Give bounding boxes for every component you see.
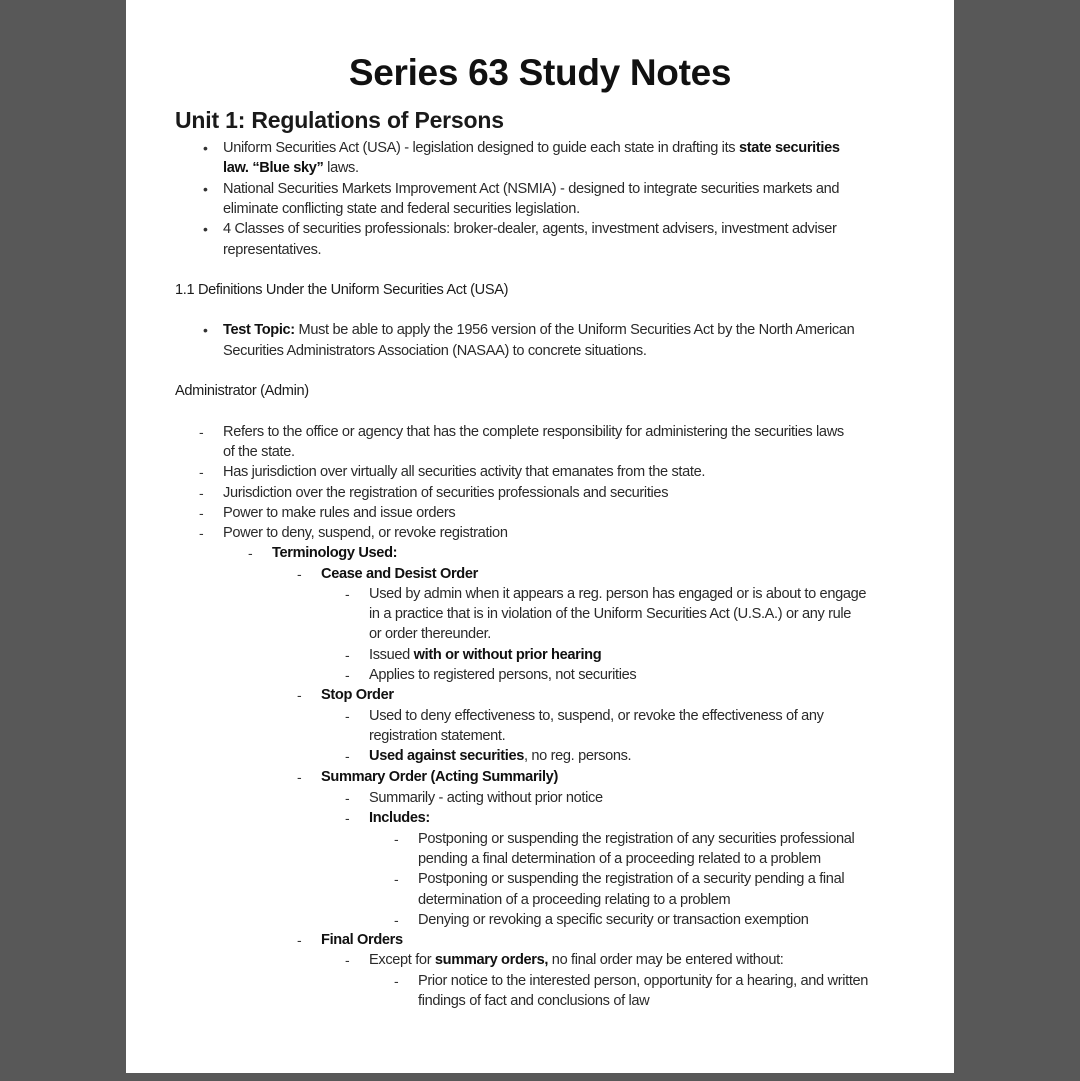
text: Must be able to apply the 1956 version of the Uniform Securities Act by the North American [294,322,855,338]
list-item-line [223,484,668,502]
bold-text: summary orders, [434,952,549,968]
bold-text: Cease and Desist Order [321,566,478,582]
text: , no reg. persons. [523,748,632,764]
list-item-line [369,646,601,664]
text: National Securities Markets Improvement Act (NSMIA) - designed to integrate securities markets and [223,181,840,197]
bold-text: Test Topic: [223,322,295,338]
list-item-line [369,707,824,725]
dash-marker: - [345,667,350,683]
bold-text: Summary Order (Acting Summarily) [321,769,558,785]
list-item-line [223,241,321,259]
bold-text: Used against securities [369,748,524,764]
text: Uniform Securities Act (USA) - legislation designed to guide each state in drafting its [223,140,739,156]
section-heading [175,382,309,400]
text: Power to deny, suspend, or revoke registration [223,525,508,541]
list-item-line [223,524,508,542]
dash-marker: - [345,586,350,602]
dash-marker: - [297,932,302,948]
bullet-icon: • [203,140,208,156]
dash-marker: - [199,505,204,521]
text: Applies to registered persons, not securities [369,667,637,683]
bullet-icon: • [203,181,208,197]
document-page [126,0,954,1073]
list-item-line [321,565,478,583]
list-item-line [418,972,868,990]
list-item-line [272,544,397,562]
dash-marker: - [345,952,350,968]
text: Postponing or suspending the registration of any securities professional [418,831,855,847]
list-item-line [369,809,430,827]
list-item-line [321,768,558,786]
dash-marker: - [345,748,350,764]
section-heading [175,281,508,299]
dash-marker: - [297,769,302,785]
list-item-line [223,423,844,441]
text: 1.1 Definitions Under the Uniform Securities Act (USA) [175,282,509,298]
text: Issued [369,647,414,663]
text: pending a final determination of a proceeding related to a problem [418,851,821,867]
dash-marker: - [248,545,253,561]
list-item-line [369,727,505,745]
dash-marker: - [199,464,204,480]
list-item-line [223,504,455,522]
text: Administrator (Admin) [175,383,309,399]
list-item-line [369,605,851,623]
text: findings of fact and conclusions of law [418,993,650,1009]
dash-marker: - [394,912,399,928]
list-item-line [418,992,649,1010]
bold-text: Terminology Used: [272,545,398,561]
bold-text: Stop Order [321,687,394,703]
bullet-icon: • [203,221,208,237]
dash-marker: - [199,485,204,501]
list-item-line [223,220,837,238]
text: Power to make rules and issue orders [223,505,456,521]
text: in a practice that is in violation of the Uniform Securities Act (U.S.A.) or any rule [369,606,852,622]
text: Securities Administrators Association (NASAA) to concrete situations. [223,343,647,359]
dash-marker: - [394,973,399,989]
list-item-line [369,585,866,603]
text: 4 Classes of securities professionals: broker-dealer, agents, investment advisers, investment adviser [223,221,837,237]
document-title: Series 63 Study Notes [348,52,732,93]
dash-marker: - [297,687,302,703]
bold-text: with or without prior hearing [413,647,602,663]
text: Jurisdiction over the registration of securities professionals and securities [223,485,669,501]
dash-marker: - [345,708,350,724]
list-item-line [369,789,603,807]
dash-marker: - [394,831,399,847]
list-item-line [223,180,839,198]
dash-marker: - [394,871,399,887]
dash-marker: - [345,810,350,826]
dash-marker: - [199,525,204,541]
list-item-line [223,342,647,360]
list-item-line [369,666,636,684]
list-item-line [369,951,784,969]
list-item-line [321,686,394,704]
text: Used by admin when it appears a reg. person has engaged or is about to engage [369,586,867,602]
text: representatives. [223,242,322,258]
text: registration statement. [369,728,506,744]
bullet-icon: • [203,322,208,338]
text: Summarily - acting without prior notice [369,790,603,806]
text: determination of a proceeding relating to a problem [418,892,731,908]
dash-marker: - [199,424,204,440]
list-item-line [418,850,821,868]
list-item-line [418,911,808,929]
list-item-line [369,625,491,643]
text: Denying or revoking a specific security or transaction exemption [418,912,809,928]
unit-heading: Unit 1: Regulations of Persons [175,107,504,133]
text: Prior notice to the interested person, opportunity for a hearing, and written [418,973,869,989]
list-item-line [321,931,403,949]
list-item-line [223,139,840,157]
text: Except for [369,952,435,968]
bold-text: state securities [738,140,840,156]
text: Has jurisdiction over virtually all securities activity that emanates from the state. [223,464,706,480]
dash-marker: - [297,566,302,582]
list-item-line [418,830,854,848]
bold-text: Includes: [369,810,430,826]
text: Postponing or suspending the registration of a security pending a final [418,871,845,887]
dash-marker: - [345,790,350,806]
list-item-line [223,321,854,339]
list-item-line [418,870,844,888]
text: eliminate conflicting state and federal securities legislation. [223,201,580,217]
list-item-line [223,463,705,481]
text: or order thereunder. [369,626,491,642]
bold-text: Final Orders [321,932,403,948]
bold-text: law. “Blue sky” [223,160,324,176]
text: laws. [323,160,359,176]
list-item-line [418,891,730,909]
text: no final order may be entered without: [548,952,784,968]
list-item-line [223,200,580,218]
list-item-line [223,159,359,177]
text: of the state. [223,444,295,460]
list-item-line [369,747,631,765]
list-item-line [223,443,295,461]
text: Refers to the office or agency that has the complete responsibility for administering the securities laws [223,424,844,440]
text: Used to deny effectiveness to, suspend, or revoke the effectiveness of any [369,708,824,724]
dash-marker: - [345,647,350,663]
